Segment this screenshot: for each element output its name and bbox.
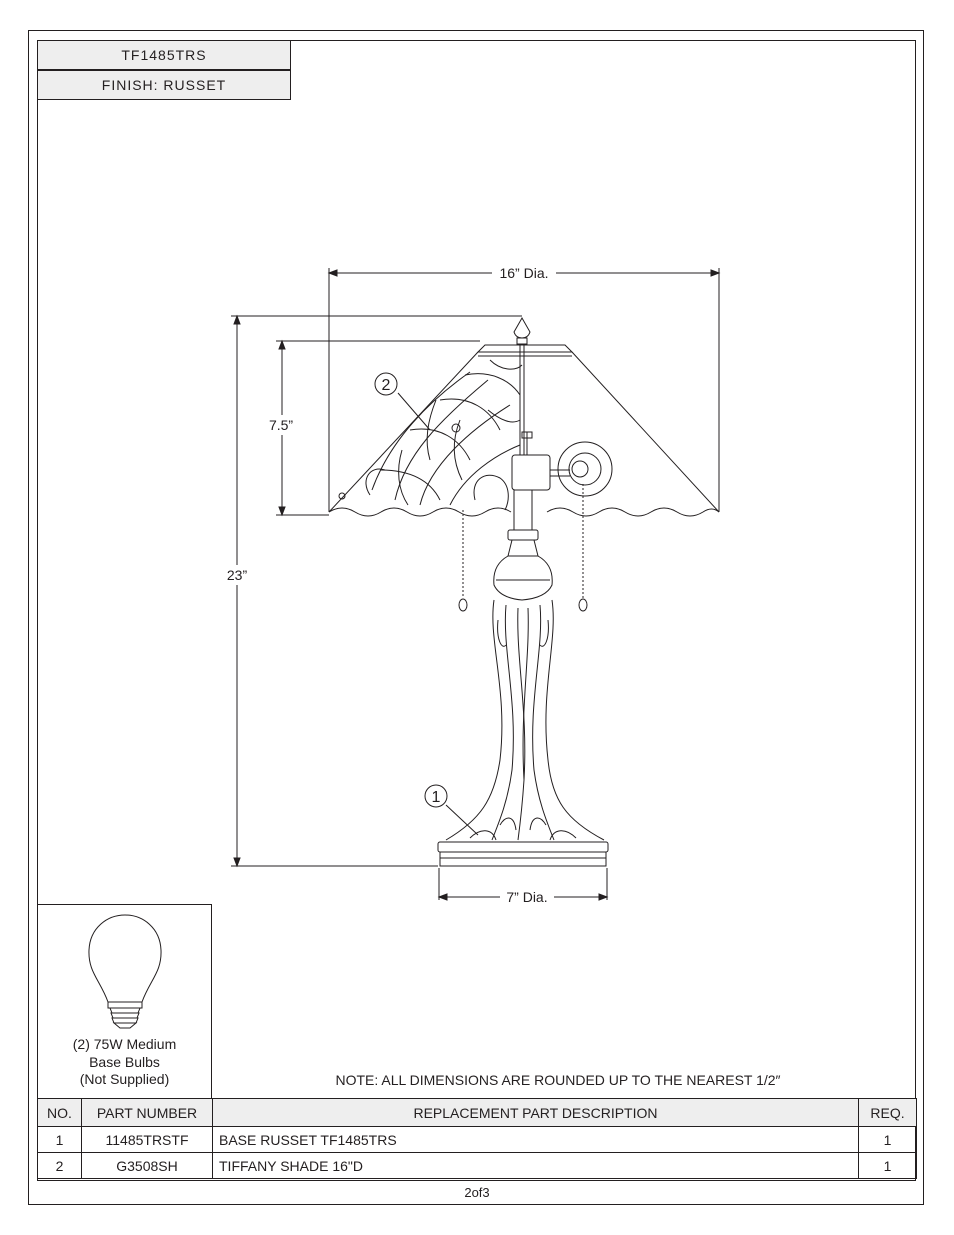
row-part-number: G3508SH <box>82 1153 213 1179</box>
finial <box>514 318 530 344</box>
dim-arrow <box>329 270 337 276</box>
parts-table-header <box>38 1099 917 1127</box>
model-number: TF1485TRS <box>37 40 291 70</box>
col-header-part-number: PART NUMBER <box>82 1099 213 1127</box>
dim-arrow <box>599 894 607 900</box>
row-req: 1 <box>859 1153 917 1179</box>
finish-label: FINISH: RUSSET <box>37 70 291 100</box>
bulb-info-box <box>37 904 212 1098</box>
dim-arrow <box>711 270 719 276</box>
page-number: 2of3 <box>464 1185 490 1200</box>
dim-arrow <box>234 316 240 324</box>
pull-chain-left <box>459 510 467 611</box>
lamp-base <box>438 842 608 866</box>
col-header-description: REPLACEMENT PART DESCRIPTION <box>213 1099 859 1127</box>
row-part-number: 11485TRSTF <box>82 1127 213 1153</box>
bulb-line-2: Base Bulbs <box>89 1054 160 1070</box>
shade-height-label: 7.5” <box>268 417 294 433</box>
dimension-note: NOTE: ALL DIMENSIONS ARE ROUNDED UP TO THE NEAREST 1/2″ <box>335 1072 781 1088</box>
row-no: 1 <box>38 1127 82 1153</box>
col-header-no: NO. <box>38 1099 82 1127</box>
bulb-line-1: (2) 75W Medium <box>72 1036 177 1052</box>
dim-arrow <box>279 341 285 349</box>
socket-cluster <box>512 432 612 496</box>
base-diameter-label: 7” Dia. <box>506 889 548 905</box>
shade-diameter-label: 16” Dia. <box>499 265 549 281</box>
callout-number-shade: 2 <box>381 377 391 394</box>
table-row <box>38 1127 917 1153</box>
dim-arrow <box>439 894 447 900</box>
table-row <box>38 1153 917 1179</box>
overall-height-label: 23” <box>226 567 248 583</box>
parts-table <box>37 1098 917 1179</box>
callout-number-base: 1 <box>431 789 441 806</box>
lamp-neck <box>494 490 552 600</box>
row-no: 2 <box>38 1153 82 1179</box>
callout-leader-shade <box>398 393 430 430</box>
row-req: 1 <box>859 1127 917 1153</box>
row-description: BASE RUSSET TF1485TRS <box>213 1127 859 1153</box>
col-header-req: REQ. <box>859 1099 917 1127</box>
lamp-body <box>446 600 604 840</box>
dim-arrow <box>234 858 240 866</box>
pull-chain-right <box>579 484 587 611</box>
row-description: TIFFANY SHADE 16"D <box>213 1153 859 1179</box>
dim-arrow <box>279 507 285 515</box>
bulb-line-3: (Not Supplied) <box>79 1071 170 1087</box>
